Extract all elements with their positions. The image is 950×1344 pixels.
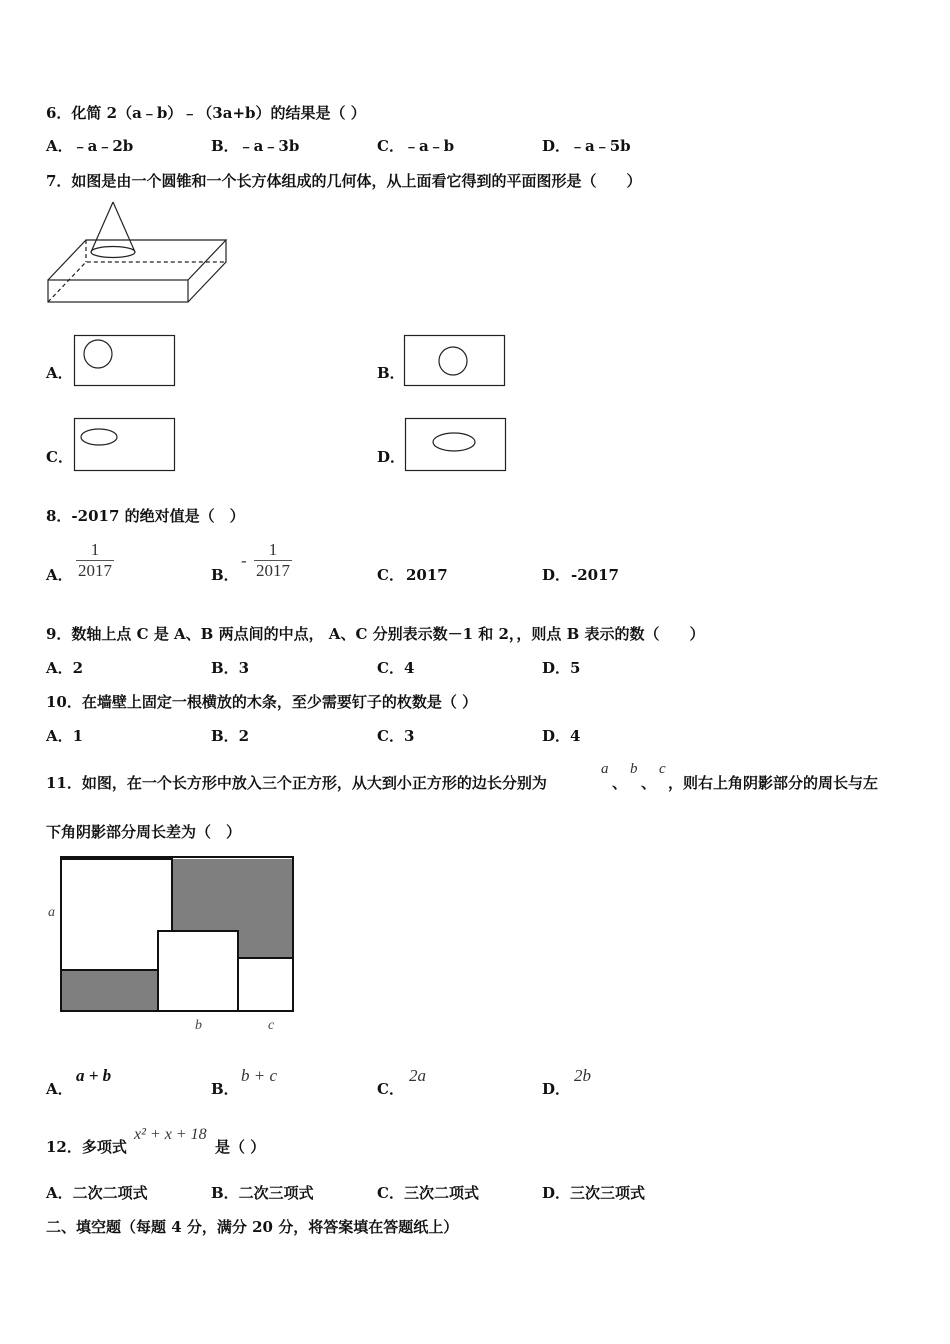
section-2-title: 二、填空题（每题 4 分，满分 20 分，将答案填在答题纸上） [46, 1218, 459, 1236]
q6-option-b: B．﹣a﹣3b [211, 137, 300, 155]
q7-option-c-figure [74, 418, 176, 472]
bottom-left-shaded-region [61, 970, 158, 1011]
q11-label-a: A． [46, 1080, 73, 1098]
fraction-denominator: 2017 [256, 561, 290, 580]
q11-stem-part1: 11．如图，在一个长方形中放入三个正方形，从大到小正方形的边长分别为 [46, 774, 547, 792]
q8-option-a-fraction [76, 540, 114, 581]
q11-sep-2: 、 [641, 774, 657, 792]
fraction-numerator: 1 [90, 540, 100, 559]
label-b: b [195, 1018, 202, 1033]
q10-option-b: B．2 [211, 727, 250, 745]
label-c: c [268, 1018, 275, 1033]
q10-option-d: D．4 [542, 727, 581, 745]
q8-option-d-value: -2017 [571, 566, 619, 584]
q6-option-a: A．﹣a﹣2b [46, 137, 134, 155]
q7-option-a-figure [74, 335, 176, 387]
q12-stem-prefix: 12．多项式 [46, 1138, 127, 1156]
q11-label-b: B． [211, 1080, 239, 1098]
circle-shape [84, 340, 112, 368]
q6-stem: 6．化简 2（a﹣b）﹣（3a+b）的结果是（ ） [46, 104, 366, 122]
q9-option-b: B．3 [211, 659, 250, 677]
q7-option-b-figure [404, 335, 506, 387]
cone-base [91, 247, 135, 258]
q11-answer-b: b + c [241, 1066, 278, 1085]
square-c [238, 958, 293, 1011]
box-right-face [188, 240, 226, 302]
q8-label-c: C． [377, 566, 404, 584]
q12-polynomial: x² + x + 18 [134, 1126, 207, 1143]
q12-option-b: B．二次三项式 [211, 1184, 314, 1202]
q8-option-b-fraction [254, 540, 292, 581]
q12-option-a: A．二次二项式 [46, 1184, 148, 1202]
q7-solid-figure [40, 198, 235, 310]
q8-label-b: B． [211, 566, 239, 584]
q11-stem-line2: 下角阴影部分周长差为（ ） [46, 823, 242, 841]
q11-answer-d: 2b [574, 1066, 591, 1085]
ellipse-shape [433, 433, 475, 451]
square-a [61, 859, 172, 970]
q11-label-c: C． [377, 1080, 404, 1098]
q10-option-a: A．1 [46, 727, 84, 745]
q8-label-a: A． [46, 566, 73, 584]
square-b [158, 931, 238, 1011]
cone-side-right [113, 202, 135, 252]
q11-stem-part2: ，则右上角阴影部分的周长与左 [668, 774, 879, 792]
fraction-denominator: 2017 [78, 561, 112, 580]
q9-stem: 9．数轴上点 C 是 A、B 两点间的中点， A、C 分别表示数－1 和 2，，则点 B 表示的数（ ） [46, 625, 705, 643]
q7-option-d-figure [405, 418, 507, 472]
q7-label-b: B． [377, 364, 405, 382]
ellipse-shape [81, 429, 117, 445]
circle-shape [439, 347, 467, 375]
q7-label-d: D． [377, 448, 406, 466]
q8-label-d: D． [542, 566, 571, 584]
q6-option-d: D．﹣a﹣5b [542, 137, 631, 155]
box-front-face [48, 280, 188, 302]
q8-stem: 8．-2017 的绝对值是（ ） [46, 507, 245, 525]
q6-option-c: C．﹣a﹣b [377, 137, 455, 155]
q7-label-a: A． [46, 364, 73, 382]
q12-stem-suffix: 是（ ） [215, 1138, 266, 1156]
q11-var-a: a [601, 761, 609, 777]
q8-option-b-minus: - [241, 551, 247, 570]
q8-option-c-value: 2017 [406, 566, 448, 584]
q11-answer-a: a + b [76, 1066, 112, 1085]
q11-var-c: c [659, 761, 666, 777]
q9-option-c: C．4 [377, 659, 415, 677]
q12-option-d: D．三次三项式 [542, 1184, 646, 1202]
q10-option-c: C．3 [377, 727, 415, 745]
fraction-numerator: 1 [268, 540, 278, 559]
q9-option-a: A．2 [46, 659, 84, 677]
q11-label-d: D． [542, 1080, 571, 1098]
q11-answer-c: 2a [409, 1066, 426, 1085]
q7-label-c: C． [46, 448, 73, 466]
q12-option-c: C．三次二项式 [377, 1184, 479, 1202]
q11-var-b: b [630, 761, 638, 777]
q9-option-d: D．5 [542, 659, 581, 677]
cone-side-left [91, 202, 113, 252]
q7-stem: 7．如图是由一个圆锥和一个长方体组成的几何体，从上面看它得到的平面图形是（ ） [46, 172, 642, 190]
label-a: a [48, 905, 55, 920]
q11-rectangle-figure [40, 852, 302, 1037]
q10-stem: 10．在墙壁上固定一根横放的木条，至少需要钉子的枚数是（ ） [46, 693, 478, 711]
q11-sep-1: 、 [612, 774, 628, 792]
